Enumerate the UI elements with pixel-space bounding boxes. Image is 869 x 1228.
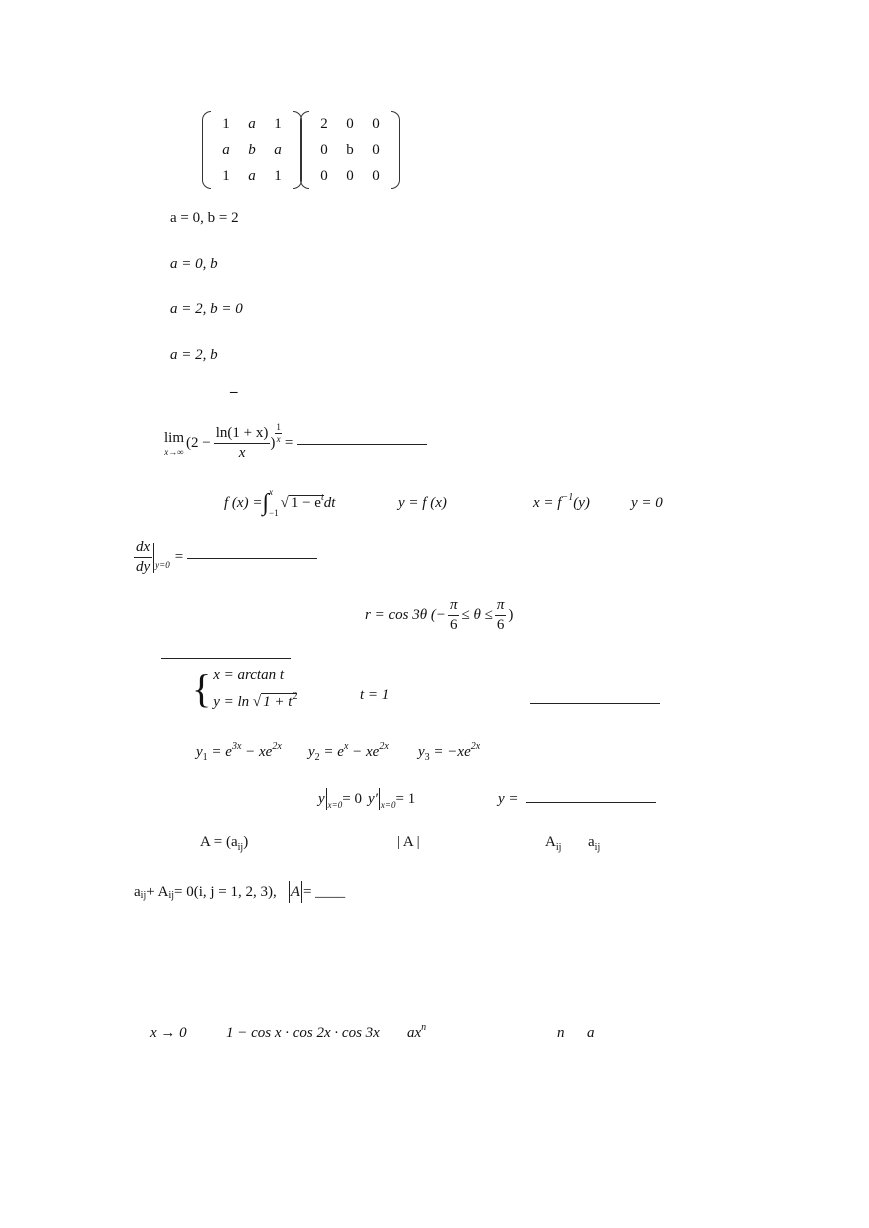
dx: dx (134, 540, 152, 558)
y2-sub: 2 (314, 752, 320, 763)
six: 6 (496, 617, 505, 633)
polar-r: r = cos 3θ (− (365, 607, 446, 623)
x0: x=0 (380, 799, 396, 810)
y1-post: − xe (241, 744, 273, 760)
y-zero: y = 0 (631, 495, 663, 511)
limit-expression (164, 422, 427, 461)
polar-expression (365, 598, 513, 633)
left-paren (202, 111, 211, 189)
lim-pre: (2 − (186, 435, 211, 451)
y1: y (196, 744, 203, 760)
plus-A: + A (146, 883, 169, 900)
cof-sub: ij (555, 842, 562, 853)
eval-bar (326, 788, 327, 810)
polar-close: ) (508, 607, 514, 623)
y3: y (418, 744, 425, 760)
y2-exp2: 2x (379, 741, 389, 752)
a-def-pre: A = (a (200, 834, 238, 850)
cell: 0 (320, 167, 328, 184)
cell: 0 (372, 115, 380, 132)
solution-y1 (196, 741, 282, 763)
y-eq-pre: y = ln (213, 694, 250, 710)
cell: a (248, 115, 256, 132)
answer-blank[interactable] (161, 657, 291, 659)
option-d: a = 2, b (170, 347, 218, 363)
integral-sign: ∫ (262, 490, 270, 516)
cell: b (346, 141, 354, 158)
lim-label: lim (164, 429, 185, 446)
y-eq: y = (498, 791, 519, 807)
lim-exponent (275, 423, 282, 444)
det-eq: = ____ (302, 883, 346, 900)
y2-post: − xe (348, 744, 380, 760)
exp-den: x (276, 434, 281, 444)
cell: a (274, 141, 282, 158)
cofactor-condition (134, 881, 345, 903)
option-b: a = 0, b (170, 256, 218, 272)
y2: y (308, 744, 315, 760)
y2-exp1: x (343, 741, 349, 752)
a-sub: ij (140, 890, 147, 901)
radicand-base: 1 − e (290, 495, 321, 511)
polar-le: ≤ θ ≤ (461, 607, 493, 623)
a-label: a (587, 1025, 595, 1041)
derivative-fraction (134, 540, 152, 575)
det-bar-right (301, 881, 302, 903)
cof: A (545, 834, 556, 850)
det-A: A (290, 883, 300, 900)
t-value: t = 1 (360, 687, 390, 703)
pi: π (495, 598, 507, 616)
y1-exp1: 3x (231, 741, 242, 752)
matrix-left (202, 111, 302, 189)
a-def-post: ) (243, 834, 249, 850)
radicand (289, 492, 324, 511)
element-a (588, 834, 601, 853)
polar-frac-left (448, 598, 460, 633)
a: a (134, 883, 141, 900)
solution-y3 (418, 741, 481, 763)
cell: 1 (274, 115, 282, 132)
left-brace: { (192, 666, 212, 711)
solution-y2 (308, 741, 389, 763)
matrix-left-grid (213, 111, 291, 189)
y3-sub: 3 (424, 752, 430, 763)
x-equation: x = arctan t (213, 667, 285, 683)
ax: ax (407, 1025, 422, 1041)
determinant-a: | A | (397, 834, 420, 850)
A-sub: ij (168, 890, 175, 901)
dt: dt (323, 494, 336, 511)
left-paren (300, 111, 309, 189)
inverse-pre: x = f (533, 495, 562, 511)
dy: dy (136, 559, 151, 575)
inverse-post: (y) (573, 495, 590, 511)
matrix-a-def (200, 834, 249, 853)
radicand-exp: t (320, 492, 324, 503)
limit-x-to-zero: x → 0 (150, 1025, 187, 1041)
y: y (318, 790, 325, 807)
eq1: = 1 (395, 790, 416, 807)
y2-mid: = e (319, 744, 344, 760)
det-bar-left (289, 881, 290, 903)
matrix-right (300, 111, 400, 189)
cell: 1 (274, 167, 282, 184)
y-prime: y′ (367, 790, 378, 807)
radical: √ (280, 494, 289, 511)
section-dash: – (230, 384, 238, 400)
cell: a (248, 167, 256, 184)
y3-mid: = −xe (429, 744, 471, 760)
n-label: n (557, 1025, 565, 1041)
answer-blank[interactable] (526, 801, 656, 803)
x0: x=0 (327, 799, 343, 810)
inverse-exp: −1 (561, 492, 574, 503)
exp-num: 1 (276, 422, 281, 432)
derivative-expression (134, 540, 317, 575)
a-def-sub: ij (237, 842, 244, 853)
lim-num: ln(1 + x) (214, 426, 271, 444)
rest: = 0(i, j = 1, 2, 3), (174, 883, 277, 900)
lim-den: x (238, 445, 246, 461)
right-paren (391, 111, 400, 189)
y-equation (213, 691, 298, 710)
integral-expression (224, 488, 335, 518)
option-a: a = 0, b = 2 (170, 210, 239, 226)
matrix-right-grid (311, 111, 389, 189)
fx-label: f (x) = (224, 494, 263, 511)
upper-limit: x (269, 487, 274, 497)
polar-frac-right (495, 598, 507, 633)
lower-limit: −1 (269, 508, 279, 518)
curve-equation: y = f (x) (398, 495, 447, 511)
eval-point: y=0 (155, 560, 170, 570)
six: 6 (449, 617, 458, 633)
n-exp: n (421, 1022, 427, 1033)
el-sub: ij (594, 842, 601, 853)
cell: b (248, 141, 256, 158)
inverse-function (533, 492, 590, 511)
cell: 0 (346, 167, 354, 184)
y3-exp: 2x (470, 741, 481, 752)
option-c: a = 2, b = 0 (170, 301, 243, 317)
radical: √ (252, 694, 262, 710)
lim-under: x→∞ (164, 446, 184, 457)
eval-bar (379, 788, 380, 810)
ax-n (407, 1022, 427, 1041)
pi: π (448, 598, 460, 616)
y-radicand (261, 693, 297, 710)
product-expression: 1 − cos x · cos 2x · cos 3x (226, 1025, 380, 1041)
answer-blank[interactable] (297, 443, 427, 445)
cell: 1 (222, 115, 230, 132)
initial-conditions (318, 788, 415, 810)
cofactor-A (545, 834, 562, 853)
y-rad-base: 1 + t (263, 694, 293, 710)
y1-exp2: 2x (272, 741, 282, 752)
eq0: = 0 (342, 790, 362, 807)
cell: 0 (372, 141, 380, 158)
parametric-system (192, 668, 297, 710)
cell: a (222, 141, 230, 158)
cell: 0 (320, 141, 328, 158)
cell: 0 (346, 115, 354, 132)
lim-fraction (214, 426, 271, 461)
cell: 2 (320, 115, 328, 132)
derivative-eq: = (174, 549, 184, 565)
cell: 0 (372, 167, 380, 184)
el: a (588, 834, 595, 850)
y1-sub: 1 (202, 752, 208, 763)
y1-mid: = e (207, 744, 232, 760)
lim-paren: ) (270, 435, 276, 451)
lim-eq: = (284, 435, 294, 451)
answer-blank[interactable] (530, 702, 660, 704)
answer-blank[interactable] (187, 557, 317, 559)
y-answer (498, 792, 656, 807)
cell: 1 (222, 167, 230, 184)
y-rad-exp: 2 (292, 691, 298, 702)
